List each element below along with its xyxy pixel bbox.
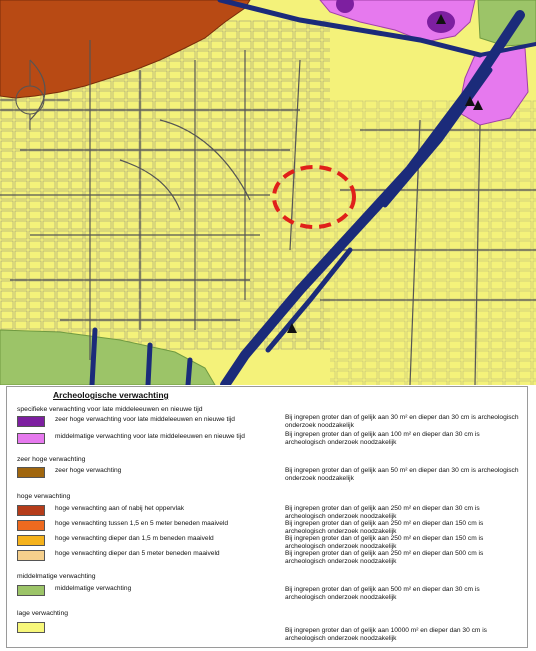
legend-label: hoge verwachting dieper dan 5 meter beneden maaiveld [55,550,220,557]
legend-description: Bij ingrepen groter dan of gelijk aan 250 m² en dieper dan 30 cm is archeologisch onderzoek noodzakelijk [285,505,480,521]
legend-label: zeer hoge verwachting voor late middeleeuwen en nieuwe tijd [55,416,235,423]
legend-swatch [17,535,45,546]
legend-label: hoge verwachting aan of nabij het oppervlak [55,505,185,512]
legend-swatch [17,585,45,596]
legend-title: Archeologische verwachting [53,390,169,400]
legend-section-heading: specifieke verwachting voor late middeleeuwen en nieuwe tijd [17,406,203,413]
legend-section-heading: zeer hoge verwachting [17,456,86,463]
legend-section-heading: lage verwachting [17,610,69,617]
legend-description: Bij ingrepen groter dan of gelijk aan 250 m² en dieper dan 150 cm is archeologisch onderzoek noodzakelijk [285,535,484,551]
legend-description: Bij ingrepen groter dan of gelijk aan 50 m² en dieper dan 30 cm is archeologisch onderzoek noodzakelijk [285,467,519,483]
legend-description: Bij ingrepen groter dan of gelijk aan 500 m² en dieper dan 30 cm is archeologisch onderzoek noodzakelijk [285,586,480,602]
legend-description: Bij ingrepen groter dan of gelijk aan 250 m² en dieper dan 500 cm is archeologisch onderzoek noodzakelijk [285,550,484,566]
legend-swatch [17,550,45,561]
legend-description: Bij ingrepen groter dan of gelijk aan 10000 m² en dieper dan 30 cm is archeologisch onderzoek noodzakelijk [285,627,487,643]
legend-description: Bij ingrepen groter dan of gelijk aan 250 m² en dieper dan 150 cm is archeologisch onderzoek noodzakelijk [285,520,484,536]
legend-swatch [17,416,45,427]
legend-swatch [17,520,45,531]
legend-section-heading: hoge verwachting [17,493,71,500]
legend-swatch [17,622,45,633]
legend-swatch [17,433,45,444]
legend-label: hoge verwachting dieper dan 1,5 m beneden maaiveld [55,535,214,542]
legend-label: hoge verwachting tussen 1,5 en 5 meter beneden maaiveld [55,520,229,527]
legend-swatch [17,505,45,516]
map-legend [6,386,528,648]
legend-label: middelmatige verwachting voor late middeleeuwen en nieuwe tijd [55,433,245,440]
legend-swatch [17,467,45,478]
legend-section-heading: middelmatige verwachting [17,573,96,580]
legend-description: Bij ingrepen groter dan of gelijk aan 30 m² en dieper dan 30 cm is archeologisch onderzoek noodzakelijk [285,414,519,430]
legend-label: zeer hoge verwachting [55,467,122,474]
legend-description: Bij ingrepen groter dan of gelijk aan 100 m² en dieper dan 30 cm is archeologisch onderzoek noodzakelijk [285,431,480,447]
legend-label: middelmatige verwachting [55,585,132,592]
